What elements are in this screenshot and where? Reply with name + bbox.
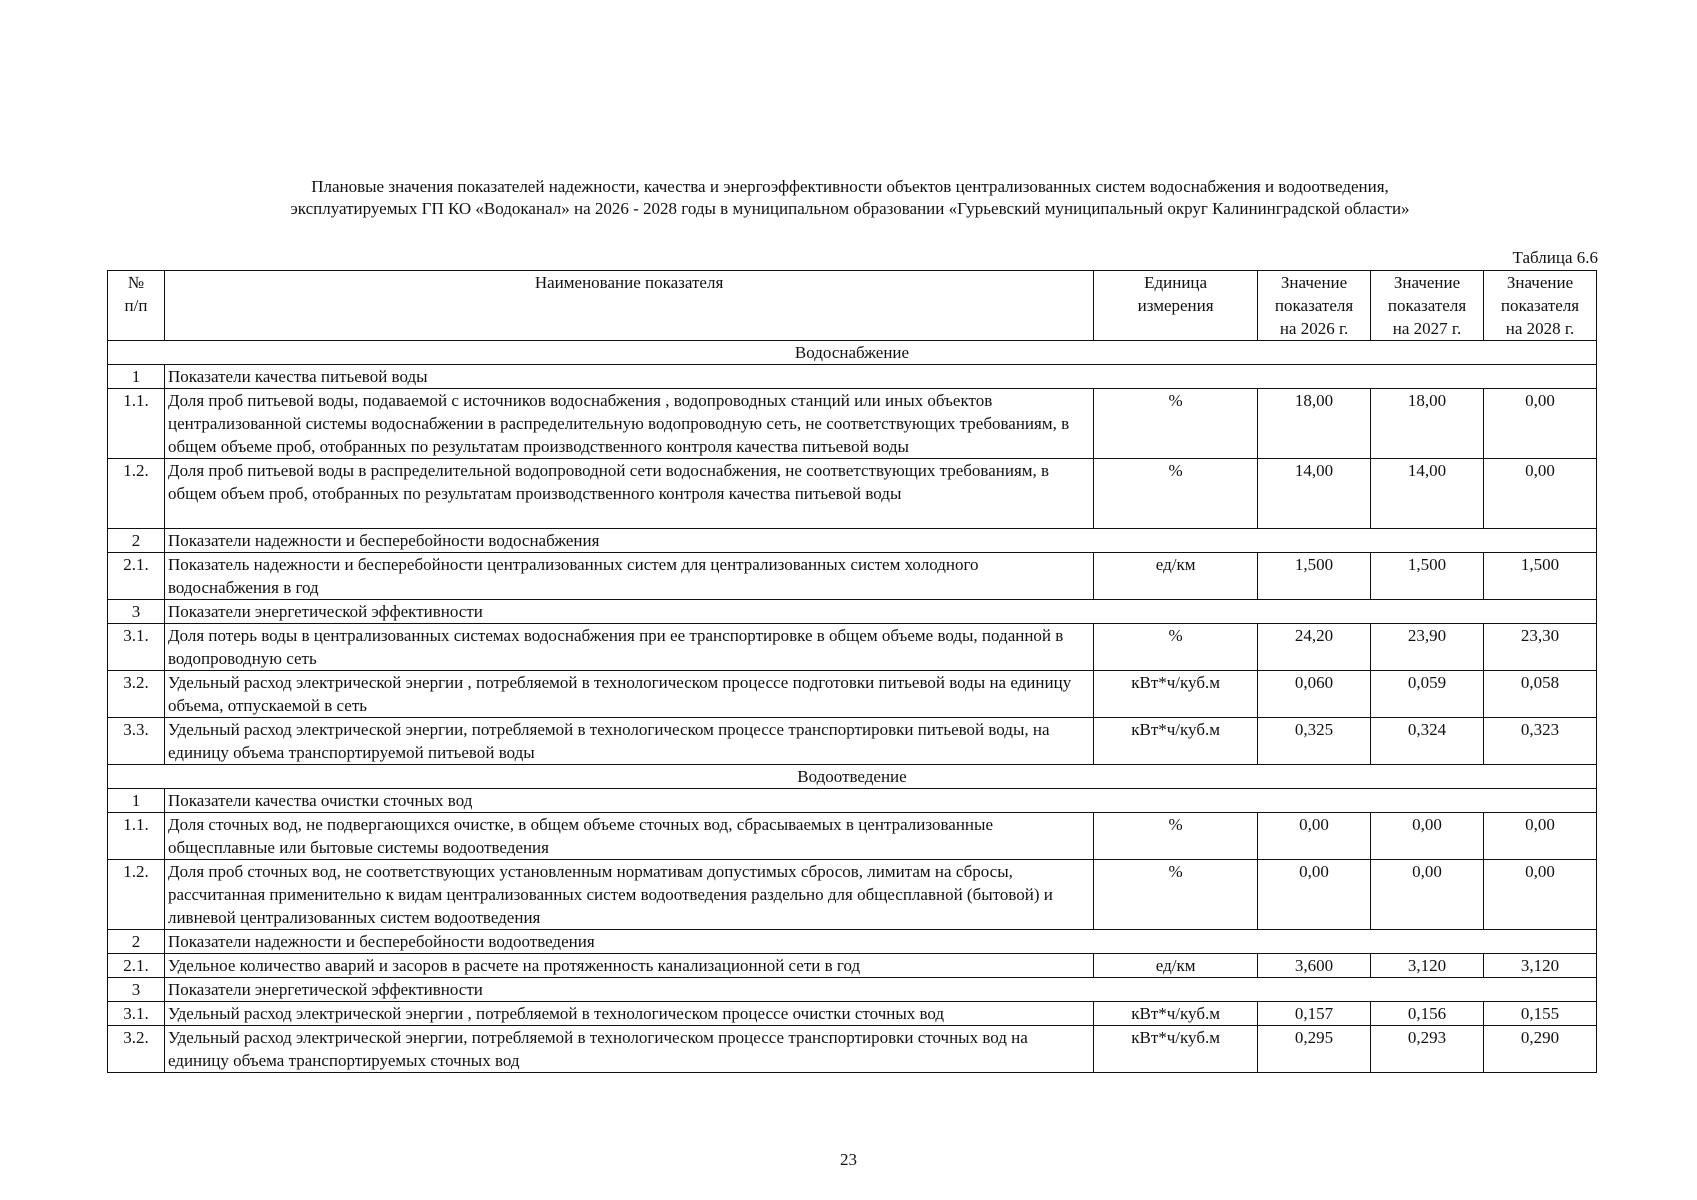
- row-number: 3: [108, 600, 165, 624]
- row-number: 3.3.: [108, 718, 165, 765]
- header-2028-line-1: Значение: [1506, 273, 1574, 292]
- value-2026: 14,00: [1258, 459, 1371, 529]
- value-2026: 0,325: [1258, 718, 1371, 765]
- value-2028: 0,155: [1484, 1002, 1597, 1026]
- title-line-1: Плановые значения показателей надежности, качества и энергоэффективности объектов централизованных систем водоснабжения и водоотведения,: [311, 177, 1389, 196]
- value-2028: 0,00: [1484, 459, 1597, 529]
- indicator-name: Удельный расход электрической энергии, потребляемой в технологическом процессе транспортировки питьевой воды, на единицу объема транспортируемой питьевой воды: [164, 718, 1093, 765]
- header-name: Наименование показателя: [164, 271, 1093, 341]
- row-number: 1: [108, 365, 165, 389]
- indicator-name: Доля потерь воды в централизованных системах водоснабжения при ее транспортировке в общем объеме воды, поданной в водопроводную сеть: [164, 624, 1093, 671]
- value-2028: 23,30: [1484, 624, 1597, 671]
- table-header: [108, 271, 1597, 341]
- indicators-table: [107, 270, 1597, 1073]
- unit-of-measure: %: [1094, 860, 1258, 930]
- value-2027: 0,059: [1371, 671, 1484, 718]
- value-2027: 0,293: [1371, 1026, 1484, 1073]
- group-name: Показатели надежности и бесперебойности водоотведения: [164, 930, 1596, 954]
- row-number: 3.1.: [108, 624, 165, 671]
- group-row: [108, 978, 1597, 1002]
- value-2026: 3,600: [1258, 954, 1371, 978]
- row-number: 3: [108, 978, 165, 1002]
- value-2027: 1,500: [1371, 553, 1484, 600]
- unit-of-measure: кВт*ч/куб.м: [1094, 1002, 1258, 1026]
- value-2026: 18,00: [1258, 389, 1371, 459]
- row-number: 3.2.: [108, 671, 165, 718]
- value-2028: 1,500: [1484, 553, 1597, 600]
- title-line-2: эксплуатируемых ГП КО «Водоканал» на 2026 - 2028 годы в муниципальном образовании «Гурьевский муниципальный округ Калининградской области»: [290, 199, 1410, 218]
- section-title: Водоснабжение: [108, 341, 1597, 365]
- unit-of-measure: %: [1094, 813, 1258, 860]
- unit-of-measure: кВт*ч/куб.м: [1094, 671, 1258, 718]
- header-unit-line-2: измерения: [1137, 296, 1214, 315]
- value-2026: 0,295: [1258, 1026, 1371, 1073]
- unit-of-measure: %: [1094, 624, 1258, 671]
- header-num-line-1: №: [127, 273, 145, 292]
- row-number: 1.1.: [108, 813, 165, 860]
- header-2027-line-3: на 2027 г.: [1392, 319, 1462, 338]
- indicator-name: Удельный расход электрической энергии, потребляемой в технологическом процессе транспортировки сточных вод на единицу объема транспортируемых сточных вод: [164, 1026, 1093, 1073]
- table-row: [108, 459, 1597, 529]
- header-2026-line-3: на 2026 г.: [1279, 319, 1349, 338]
- unit-of-measure: %: [1094, 459, 1258, 529]
- table-row: [108, 1026, 1597, 1073]
- table-body: [108, 341, 1597, 1073]
- group-name: Показатели надежности и бесперебойности водоснабжения: [164, 529, 1596, 553]
- unit-of-measure: %: [1094, 389, 1258, 459]
- value-2026: 0,00: [1258, 860, 1371, 930]
- header-2028-line-2: показателя: [1500, 296, 1580, 315]
- value-2027: 18,00: [1371, 389, 1484, 459]
- value-2028: 0,00: [1484, 813, 1597, 860]
- value-2028: 0,323: [1484, 718, 1597, 765]
- indicator-name: Показатель надежности и бесперебойности централизованных систем для централизованных систем холодного водоснабжения в год: [164, 553, 1093, 600]
- header-num: [108, 271, 165, 341]
- row-number: 1.2.: [108, 860, 165, 930]
- value-2028: 0,058: [1484, 671, 1597, 718]
- value-2026: 0,00: [1258, 813, 1371, 860]
- header-2027-line-1: Значение: [1393, 273, 1461, 292]
- header-unit-line-1: Единица: [1144, 273, 1208, 292]
- value-2028: 0,00: [1484, 860, 1597, 930]
- group-name: Показатели качества очистки сточных вод: [164, 789, 1596, 813]
- table-row: [108, 860, 1597, 930]
- row-number: 2.1.: [108, 954, 165, 978]
- value-2026: 0,060: [1258, 671, 1371, 718]
- unit-of-measure: кВт*ч/куб.м: [1094, 1026, 1258, 1073]
- table-row: [108, 1002, 1597, 1026]
- group-row: [108, 529, 1597, 553]
- section-row: [108, 341, 1597, 365]
- unit-of-measure: кВт*ч/куб.м: [1094, 718, 1258, 765]
- group-name: Показатели энергетической эффективности: [164, 978, 1596, 1002]
- value-2027: 3,120: [1371, 954, 1484, 978]
- indicator-name: Удельное количество аварий и засоров в расчете на протяженность канализационной сети в год: [164, 954, 1093, 978]
- header-value-2026: [1258, 271, 1371, 341]
- row-number: 1.2.: [108, 459, 165, 529]
- value-2026: 24,20: [1258, 624, 1371, 671]
- unit-of-measure: ед/км: [1094, 553, 1258, 600]
- table-caption: Таблица 6.6: [1512, 248, 1598, 267]
- header-2027-line-2: показателя: [1387, 296, 1467, 315]
- value-2028: 3,120: [1484, 954, 1597, 978]
- value-2027: 0,00: [1371, 813, 1484, 860]
- row-number: 3.1.: [108, 1002, 165, 1026]
- header-2026-line-1: Значение: [1280, 273, 1348, 292]
- value-2027: 0,156: [1371, 1002, 1484, 1026]
- indicator-name: Доля проб питьевой воды в распределительной водопроводной сети водоснабжения, не соответствующих требованиям, в общем объем проб, отобранных по результатам производственного контроля качества питьевой воды: [164, 459, 1093, 529]
- header-value-2027: [1371, 271, 1484, 341]
- row-number: 1: [108, 789, 165, 813]
- indicator-name: Доля проб сточных вод, не соответствующих установленным нормативам допустимых сбросов, лимитам на сбросы, рассчитанная применительно к видам централизованных систем водоотведения раздельно для общесплавной (бытовой) и ливневой централизованных систем водоотведения: [164, 860, 1093, 930]
- row-number: 2.1.: [108, 553, 165, 600]
- value-2027: 0,00: [1371, 860, 1484, 930]
- row-number: 3.2.: [108, 1026, 165, 1073]
- section-row: [108, 765, 1597, 789]
- value-2027: 0,324: [1371, 718, 1484, 765]
- value-2027: 23,90: [1371, 624, 1484, 671]
- indicator-name: Доля проб питьевой воды, подаваемой с источников водоснабжения , водопроводных станций или иных объектов централизованной системы водоснабжении в распределительную водопроводную сеть, не соответствующих требованиям, в общем объеме проб, отобранных по результатам производственного контроля качества питьевой воды: [164, 389, 1093, 459]
- table-row: [108, 954, 1597, 978]
- table-row: [108, 624, 1597, 671]
- header-2026-line-2: показателя: [1274, 296, 1354, 315]
- header-num-line-2: п/п: [124, 296, 148, 315]
- header-2028-line-3: на 2028 г.: [1505, 319, 1575, 338]
- row-number: 2: [108, 930, 165, 954]
- value-2027: 14,00: [1371, 459, 1484, 529]
- header-unit: [1094, 271, 1258, 341]
- section-title: Водоотведение: [108, 765, 1597, 789]
- row-number: 2: [108, 529, 165, 553]
- header-value-2028: [1484, 271, 1597, 341]
- table-row: [108, 389, 1597, 459]
- table-row: [108, 553, 1597, 600]
- group-name: Показатели энергетической эффективности: [164, 600, 1596, 624]
- group-name: Показатели качества питьевой воды: [164, 365, 1596, 389]
- row-number: 1.1.: [108, 389, 165, 459]
- group-row: [108, 789, 1597, 813]
- group-row: [108, 930, 1597, 954]
- value-2028: 0,290: [1484, 1026, 1597, 1073]
- document-title: [100, 176, 1600, 220]
- value-2026: 0,157: [1258, 1002, 1371, 1026]
- value-2028: 0,00: [1484, 389, 1597, 459]
- group-row: [108, 600, 1597, 624]
- indicator-name: Удельный расход электрической энергии , потребляемой в технологическом процессе очистки сточных вод: [164, 1002, 1093, 1026]
- group-row: [108, 365, 1597, 389]
- table-row: [108, 671, 1597, 718]
- value-2026: 1,500: [1258, 553, 1371, 600]
- indicator-name: Удельный расход электрической энергии , потребляемой в технологическом процессе подготовки питьевой воды на единицу объема, отпускаемой в сеть: [164, 671, 1093, 718]
- unit-of-measure: ед/км: [1094, 954, 1258, 978]
- indicator-name: Доля сточных вод, не подвергающихся очистке, в общем объеме сточных вод, сбрасываемых в централизованные общесплавные или бытовые системы водоотведения: [164, 813, 1093, 860]
- page-number: 23: [840, 1150, 857, 1169]
- table-row: [108, 718, 1597, 765]
- table-row: [108, 813, 1597, 860]
